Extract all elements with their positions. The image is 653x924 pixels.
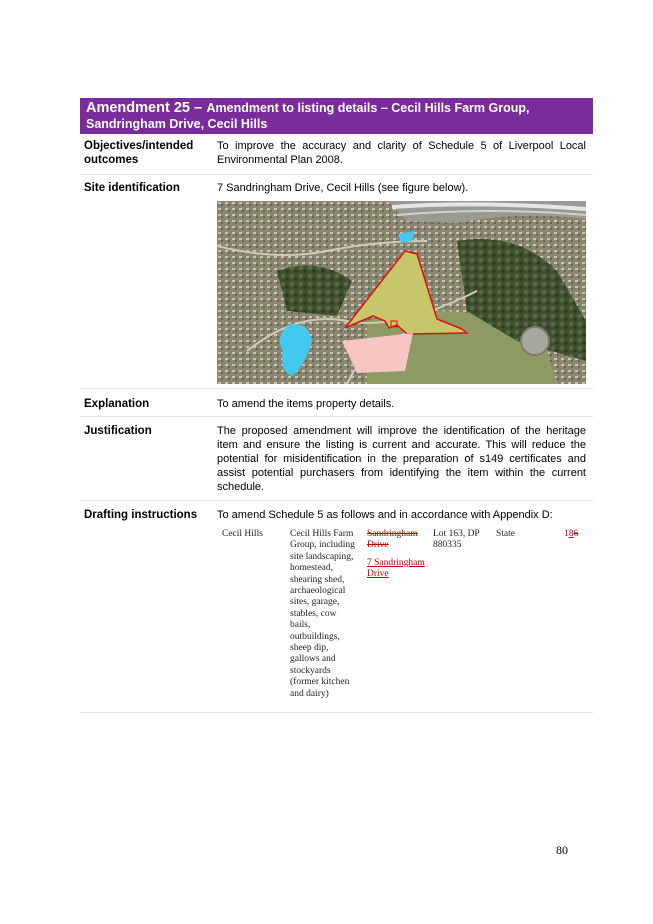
schedule-item-number [564, 529, 588, 540]
site-label: Site identification [84, 182, 180, 194]
schedule-address [367, 529, 425, 581]
schedule-suburb: Cecil Hills [222, 529, 263, 539]
schedule-significance: State [496, 529, 515, 539]
schedule-item-name: Cecil Hills Farm Group, including site landscaping, homestead, shearing shed, archaeological sites, garage, stables, cow bails, outbuildings, sheep dip, gallows and stockyards (former kitchen and dairy) [290, 529, 355, 699]
row-explanation [80, 388, 593, 417]
drafting-value: To amend Schedule 5 as follows and in accordance with Appendix D: [217, 509, 553, 521]
site-aerial-map [217, 201, 586, 384]
drafting-label: Drafting instructions [84, 509, 198, 521]
schedule-item-number-kept: 1 [564, 529, 569, 539]
schedule-item-number-deleted: 6 [573, 529, 579, 539]
justification-value: The proposed amendment will improve the identification of the heritage item and ensure the listing is current and accurate. This will reduce the potential for misidentification in the preparation of s149 certificates and assist potential purchasers from identifying the item within the current schedule. [217, 425, 586, 493]
amendment-title: Amendment to listing details – Cecil Hills Farm Group, Sandringham Drive, Cecil Hills [86, 101, 530, 131]
amendment-header [80, 98, 593, 134]
page-number: 80 [556, 843, 568, 857]
water-reservoir [521, 327, 549, 355]
schedule-address-inserted: 7 Sandringham Drive [367, 557, 425, 580]
objectives-label: Objectives/intended outcomes [84, 140, 194, 166]
explanation-value: To amend the items property details. [217, 398, 395, 410]
row-justification [80, 416, 593, 501]
explanation-label: Explanation [84, 398, 150, 410]
site-value: 7 Sandringham Drive, Cecil Hills (see figure below). [217, 182, 469, 194]
justification-label: Justification [84, 425, 152, 437]
schedule-address-deleted: Sandringham Drive [367, 529, 418, 551]
objectives-value: To improve the accuracy and clarity of Schedule 5 of Liverpool Local Environmental Plan 2008. [217, 140, 586, 166]
row-objectives [80, 134, 593, 175]
schedule-property: Lot 163, DP 880335 [433, 529, 480, 551]
schedule-item-number-inserted: 8 [568, 529, 574, 539]
amendment-number: Amendment 25 – [86, 100, 203, 116]
